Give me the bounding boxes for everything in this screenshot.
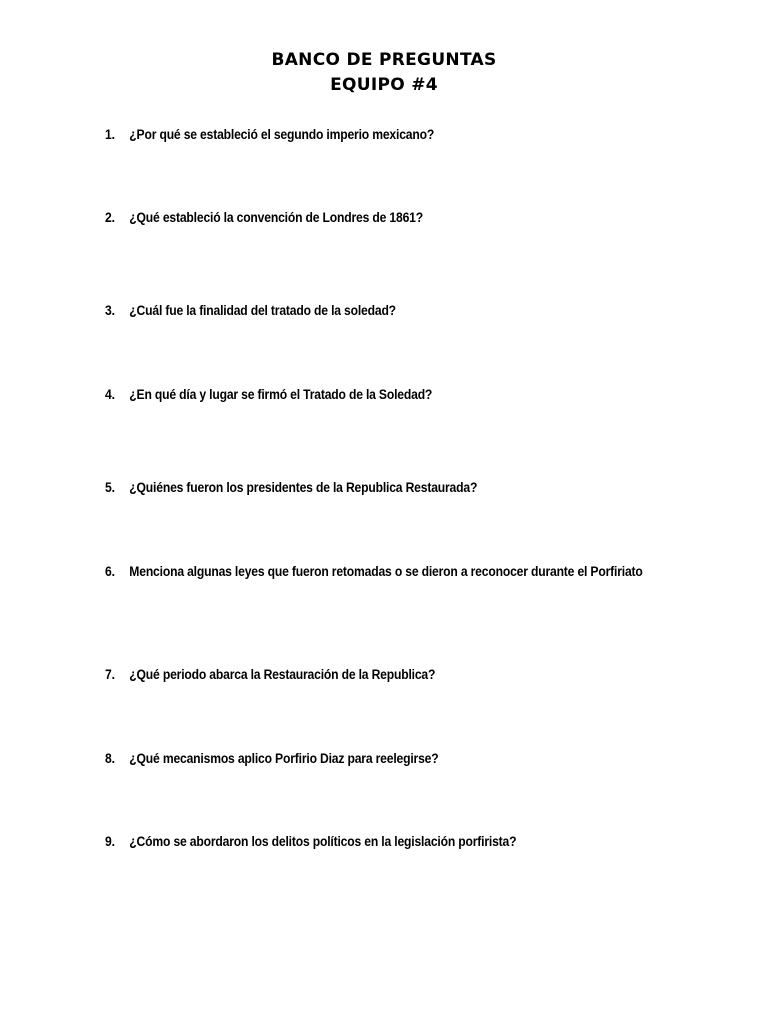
question-item-8 bbox=[105, 749, 609, 769]
question-text: ¿En qué día y lugar se firmó el Tratado de la Soledad? bbox=[129, 387, 433, 402]
question-text: Menciona algunas leyes que fueron retomadas o se dieron a reconocer durante el Porfiriato bbox=[129, 564, 643, 579]
question-number: 3. bbox=[105, 303, 115, 318]
question-item-9 bbox=[105, 832, 609, 852]
question-text: ¿Qué estableció la convención de Londres de 1861? bbox=[129, 210, 423, 225]
question-item-6 bbox=[105, 562, 650, 582]
question-text: ¿Cuál fue la finalidad del tratado de la soledad? bbox=[129, 303, 396, 318]
question-item-2 bbox=[105, 208, 609, 228]
question-number: 7. bbox=[105, 667, 115, 682]
question-number: 8. bbox=[105, 751, 115, 766]
question-number: 2. bbox=[105, 210, 115, 225]
question-number: 1. bbox=[105, 127, 115, 142]
question-number: 5. bbox=[105, 480, 115, 495]
question-number: 9. bbox=[105, 834, 115, 849]
question-number: 6. bbox=[105, 564, 115, 579]
question-text: ¿Qué mecanismos aplico Porfirio Diaz para reelegirse? bbox=[129, 751, 439, 766]
question-item-7 bbox=[105, 665, 609, 685]
question-text: ¿Qué periodo abarca la Restauración de la Republica? bbox=[129, 667, 436, 682]
question-number: 4. bbox=[105, 387, 115, 402]
document-subtitle: EQUIPO #4 bbox=[330, 75, 438, 95]
question-item-1 bbox=[105, 125, 609, 145]
question-text: ¿Quiénes fueron los presidentes de la Republica Restaurada? bbox=[129, 480, 478, 495]
question-item-5 bbox=[105, 478, 609, 498]
question-text: ¿Cómo se abordaron los delitos políticos en la legislación porfirista? bbox=[129, 834, 517, 849]
document-title: BANCO DE PREGUNTAS bbox=[271, 50, 497, 70]
question-item-4 bbox=[105, 385, 609, 405]
question-text: ¿Por qué se estableció el segundo imperio mexicano? bbox=[129, 127, 435, 142]
question-item-3 bbox=[105, 301, 609, 321]
